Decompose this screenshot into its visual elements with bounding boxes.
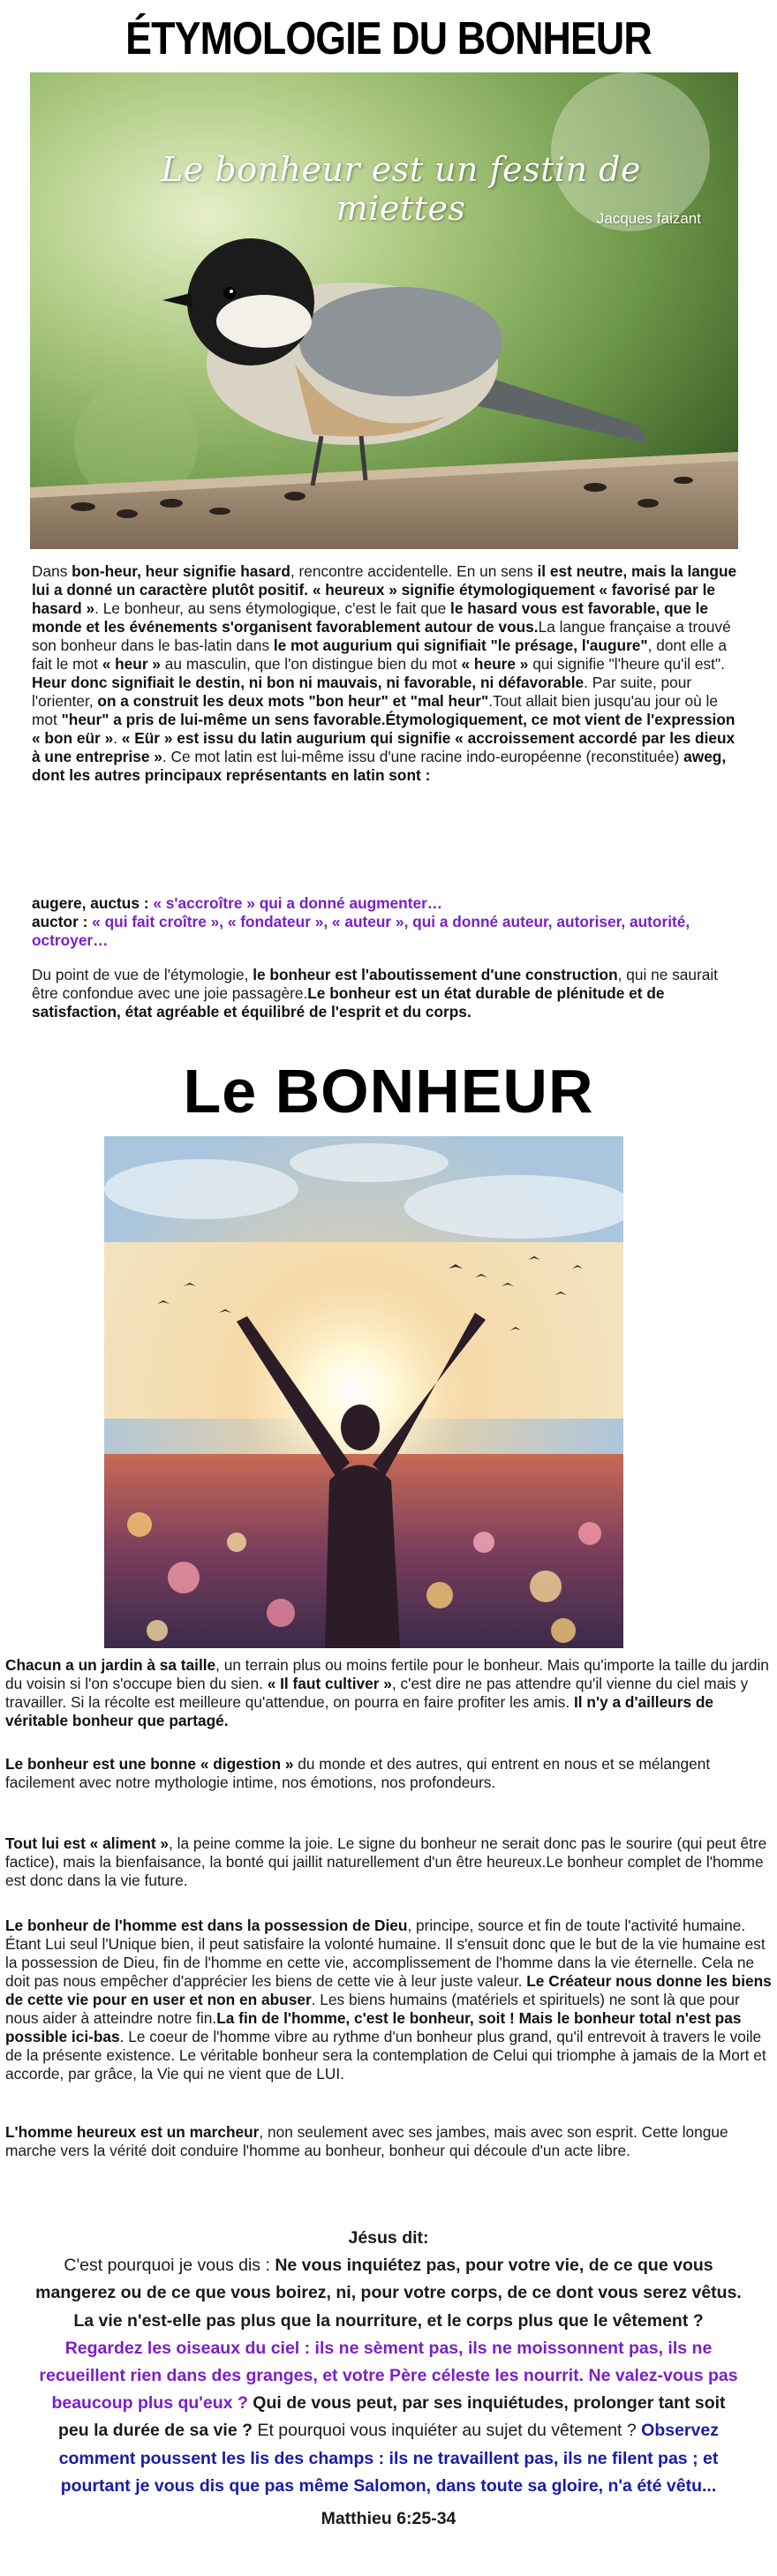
text-run: L'homme heureux est un marcheur bbox=[5, 2123, 260, 2141]
definition-augere bbox=[32, 894, 747, 913]
bible-quote bbox=[35, 2225, 742, 2533]
bible-reference: Matthieu 6:25-34 bbox=[321, 2509, 456, 2529]
text-run: Le bonheur est une bonne « digestion » bbox=[5, 1755, 294, 1773]
page-title-etymologie: ÉTYMOLOGIE DU BONHEUR bbox=[125, 13, 652, 64]
etymology-conclusion bbox=[32, 966, 747, 1021]
text-run: Qui de vous peut, par ses inquiétudes, bbox=[253, 2393, 569, 2414]
text-run: "heur" a pris de lui-même un sens favorable.Étymologiquement, ce mot vient de l'expression « bon eür » bbox=[32, 711, 736, 747]
text-run: C'est pourquoi je vous dis : bbox=[64, 2256, 275, 2276]
paragraph-aliment bbox=[5, 1834, 772, 1890]
text-run: « heure » bbox=[461, 655, 529, 673]
text-run: Heur donc signifiait le destin, ni bon ni mauvais, ni favorable, ni défavorable bbox=[32, 674, 585, 691]
text-run: Ne vous inquiétez pas, pour votre vie, de ce que vous mangerez ou de ce que vous boirez, ni, pour votre corps, de ce dont vous serez vêtus. La vie n'est-elle pas plus que la nourriture, et le corps plus que le vêtement ? bbox=[35, 2256, 742, 2331]
text-run: La langue française a trouvé son bonheur dans le bas-latin dans bbox=[32, 618, 731, 654]
text-run: auctor : bbox=[32, 913, 93, 930]
paragraph-digestion bbox=[5, 1755, 772, 1792]
text-run: . Les biens humains (matériels et spirituels) ne sont là que pour nous aider à atteindre notre fin. bbox=[5, 1991, 740, 2027]
text-run: prolonger tant soit peu la durée de sa vie ? bbox=[58, 2393, 726, 2441]
text-run: Le bonheur de l'homme est dans la possession de Dieu bbox=[5, 1917, 408, 1934]
image-quote-author: Jacques faizant bbox=[596, 210, 701, 227]
text-run: le mot augurium qui signifiait "le présage, l'augure" bbox=[273, 636, 648, 654]
text-run: , non seulement avec ses jambes, mais avec son esprit. Cette longue marche vers la vérité doit conduire l'homme au bonheur, bonheur qui découle d'un acte libre. bbox=[5, 2123, 728, 2159]
text-run: . Par suite, pour l'orienter, bbox=[32, 674, 692, 710]
text-run: augere, auctus : bbox=[32, 894, 154, 912]
text-run: Le bonheur est un état durable de plénitude et de satisfaction, état agréable et équilibré de l'esprit et du corps. bbox=[32, 984, 665, 1021]
text-run: , qui ne saurait être confondue avec une joie passagère. bbox=[32, 966, 718, 1002]
image-quote: Le bonheur est un festin de miettes bbox=[161, 150, 641, 228]
text-run: , principe, source et fin de toute l'activité humaine. Étant Lui seul l'Unique bien, il peut satisfaire la volonté humaine. Il s'ensuit donc que le but de la vie humaine est la possession de Dieu, fin de l'homme en cette vie, accomplissement de l'homme dans la vie éternelle. Cela ne doit pas nous empêcher d'apprécier les biens de cette vie à leur juste valeur. bbox=[5, 1917, 766, 1990]
text-run: Il n'y a d'ailleurs de véritable bonheur que partagé. bbox=[5, 1693, 714, 1729]
definition-auctor bbox=[32, 913, 747, 950]
text-run: qui signifie "l'heure qu'il est". bbox=[528, 655, 725, 673]
text-run: Regardez les oiseaux du ciel : ils ne sèment pas, ils ne moissonnent pas, ils ne recueillent rien dans des granges, et votre Père céleste les nourrit. Ne valez-vous pas beaucoup plus qu'eux ? bbox=[39, 2338, 738, 2414]
text-run: , dont elle a fait le mot bbox=[32, 636, 727, 673]
text-run: aweg, dont les autres principaux représentants en latin sont : bbox=[32, 748, 727, 784]
paragraph-jardin bbox=[5, 1656, 772, 1730]
person-arms-raised-illustration bbox=[104, 1136, 623, 1648]
text-run: .Tout allait bien jusqu'au jour où le mot bbox=[32, 692, 718, 728]
text-run: Observez comment poussent les lis des champs : ils ne travaillent pas, ils ne filent pas ; et pourtant je vous dis que pas même Salomon, dans toute sa gloire, n'a été vêtu... bbox=[58, 2421, 719, 2496]
text-run: La fin de l'homme, c'est le bonheur, soit ! Mais le bonheur total n'est pas possible ici-bas bbox=[5, 2009, 742, 2045]
text-run: Dans bbox=[32, 562, 72, 580]
text-run: « Eür » est issu du latin augurium qui signifie « accroissement accordé par les dieux à une entreprise » bbox=[32, 729, 736, 765]
text-run: . Ce mot latin est lui-même issu d'une racine indo-européenne (reconstituée) bbox=[162, 748, 684, 765]
latin-definitions bbox=[32, 894, 747, 950]
text-run: il est neutre, mais la langue lui a donné un caractère plutôt positif. « heureux » signifie étymologiquement « favorisé par le hasard » bbox=[32, 562, 737, 617]
text-run: . Le bonheur, au sens étymologique, c'est le fait que bbox=[94, 599, 451, 617]
text-run: Chacun a un jardin à sa taille bbox=[5, 1656, 216, 1674]
bird-photo bbox=[30, 72, 738, 549]
text-run: Tout lui est « aliment » bbox=[5, 1834, 170, 1852]
bible-quote-text bbox=[35, 2252, 742, 2500]
text-run: . bbox=[113, 729, 122, 747]
text-run: « s'accroître » qui a donné augmenter… bbox=[153, 894, 443, 912]
paragraph-possession-de-dieu bbox=[5, 1917, 772, 2083]
text-run: le hasard vous est favorable, que le monde et les événements s'organisent favorablement autour de vous. bbox=[32, 599, 709, 636]
text-run: le bonheur est l'aboutissement d'une construction bbox=[253, 966, 618, 983]
text-run: au masculin, que l'on distingue bien du mot bbox=[161, 655, 462, 673]
text-run: « qui fait croître », « fondateur », « auteur », qui a donné auteur, autoriser, autorité, octroyer… bbox=[32, 913, 690, 949]
text-run: Et pourquoi vous inquiéter au sujet du vêtement ? bbox=[253, 2421, 642, 2441]
text-run: bon-heur, heur signifie hasard bbox=[72, 562, 290, 580]
text-run: , c'est dire ne pas attendre qu'il vienne du ciel mais y travailler. Si la récolte est meilleure qu'attendue, on pourra en faire profiter les amis. bbox=[5, 1675, 749, 1711]
chickadee-illustration bbox=[30, 72, 738, 549]
text-run: , rencontre accidentelle. En un sens bbox=[290, 562, 538, 580]
text-run: , la peine comme la joie. Le signe du bonheur ne serait donc pas le sourire (qui peut être factice), mais la bienfaisance, la bonté qui jaillit naturellement d'un être heureux.Le bonheur complet de l'homme est donc dans la vie future. bbox=[5, 1834, 767, 1889]
text-run: , un terrain plus ou moins fertile pour le bonheur. Mais qu'importe la taille du jardin du voisin si l'on s'occupe bien du sien. bbox=[5, 1656, 769, 1692]
text-run: . Le coeur de l'homme vibre au rythme d'un bonheur plus grand, qu'il entrevoit à travers le voile de la présente existence. Le véritable bonheur sera la contemplation de Celui qui triomphe à jamais de la Mort et accorde, par grâce, la Vie qui ne vient que de LUI. bbox=[5, 2028, 766, 2083]
paragraph-marcheur bbox=[5, 2123, 772, 2160]
text-run: « Il faut cultiver » bbox=[267, 1675, 392, 1692]
text-run: du monde et des autres, qui entrent en nous et se mélangent facilement avec notre mythologie intime, nos émotions, nos profondeurs. bbox=[5, 1755, 711, 1791]
text-run: on a construit les deux mots "bon heur" et "mal heur" bbox=[97, 692, 489, 710]
text-run: Le Créateur nous donne les biens de cette vie pour en user et non en abuser bbox=[5, 1972, 772, 2008]
page-title-bonheur: Le BONHEUR bbox=[183, 1057, 594, 1126]
text-run: Du point de vue de l'étymologie, bbox=[32, 966, 253, 983]
etymology-paragraph bbox=[32, 562, 747, 785]
bible-quote-heading: Jésus dit: bbox=[348, 2228, 429, 2248]
text-run: « heur » bbox=[102, 655, 161, 673]
sunset-meadow-photo bbox=[104, 1136, 623, 1648]
